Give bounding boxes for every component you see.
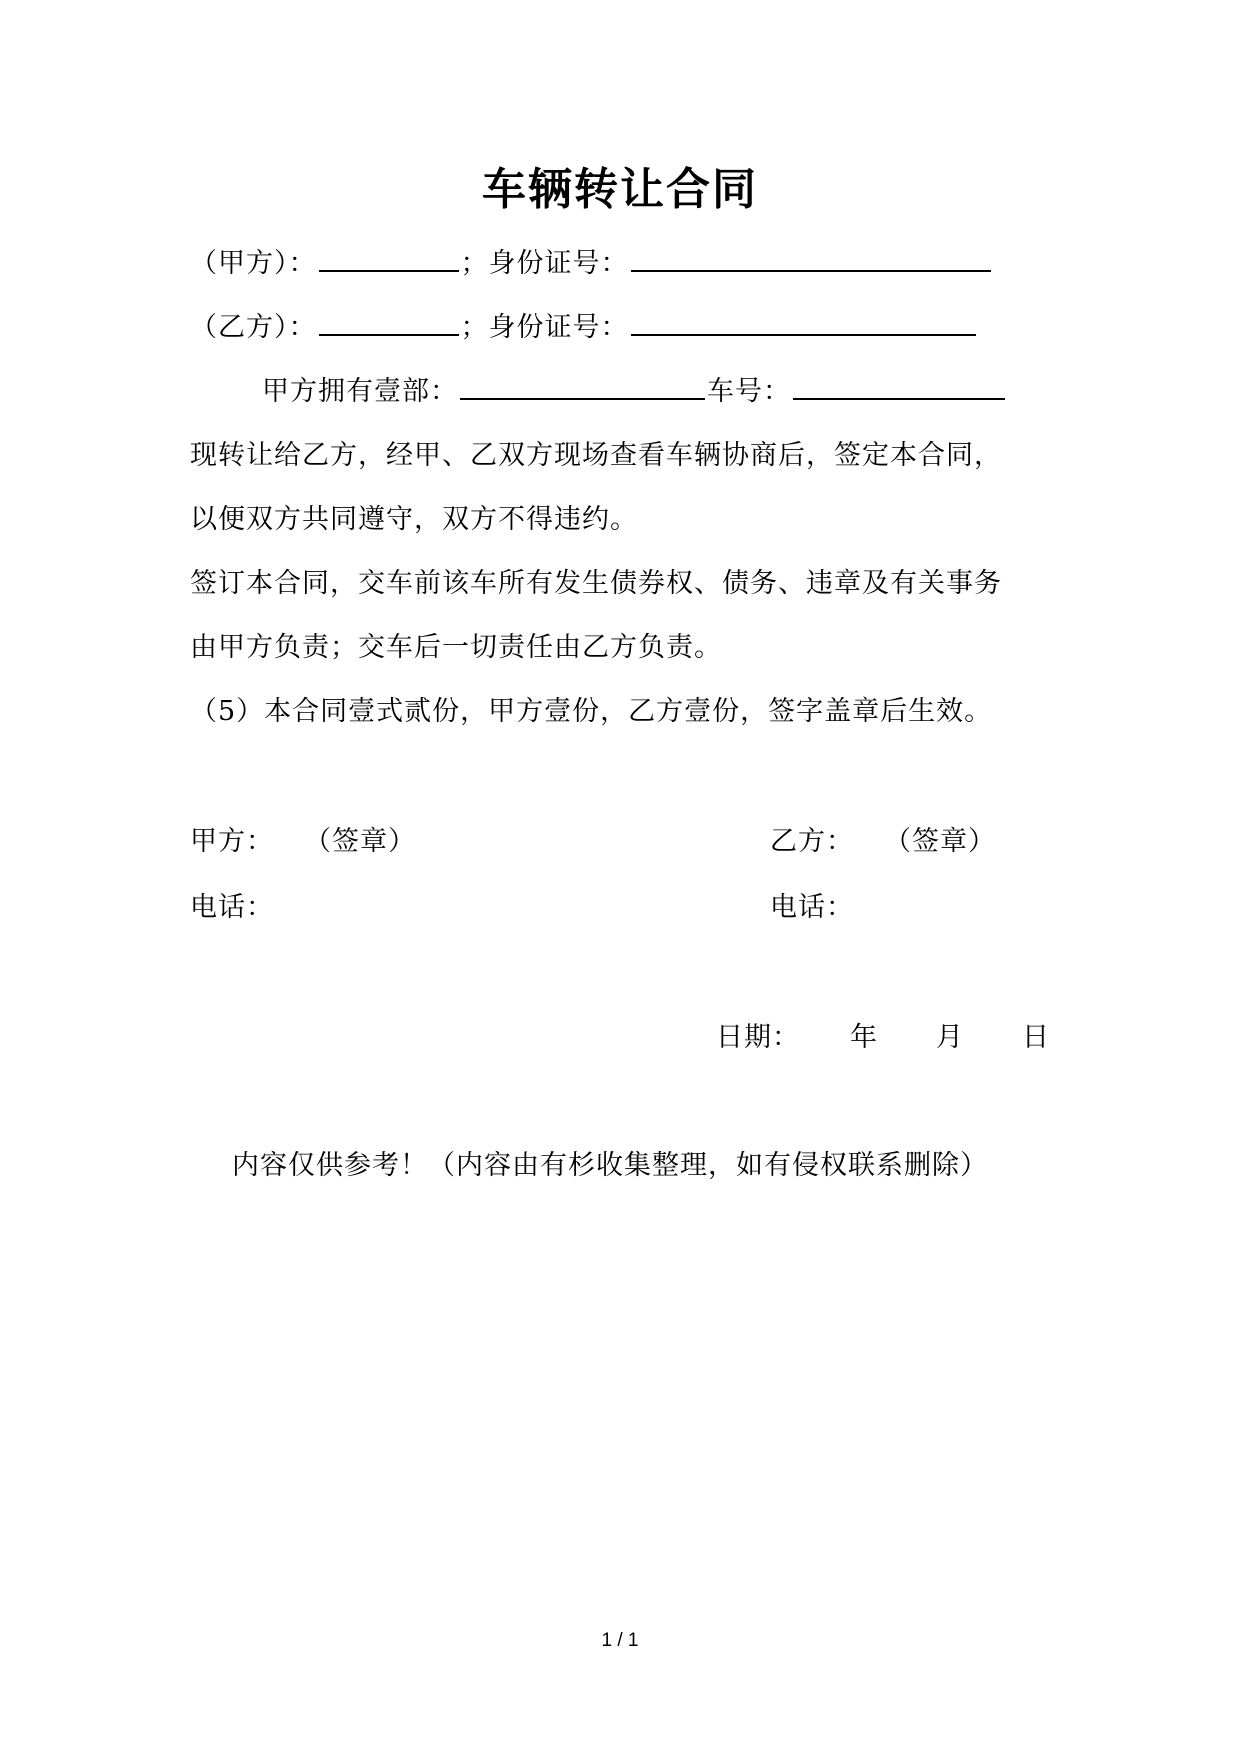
party-b-sign-label: 乙方： xyxy=(770,826,854,857)
date-year: 年 xyxy=(850,1022,878,1053)
party-a-name-blank[interactable] xyxy=(319,244,459,272)
party-b-id-blank[interactable] xyxy=(631,308,976,336)
page-number: 1 / 1 xyxy=(601,1630,639,1651)
paragraph-5: （5）本合同壹式贰份，甲方壹份，乙方壹份，签字盖章后生效。 xyxy=(190,696,993,727)
paragraph-2: 以便双方共同遵守，双方不得违约。 xyxy=(190,504,638,535)
party-b-seal-label: （签章） xyxy=(884,826,996,857)
party-b-name-blank[interactable] xyxy=(319,308,459,336)
vehicle-plate-blank[interactable] xyxy=(793,372,1005,400)
date-label: 日期： xyxy=(716,1022,800,1053)
paragraph-1: 现转让给乙方，经甲、乙双方现场查看车辆协商后，签定本合同， xyxy=(190,440,1002,471)
party-a-seal-label: （签章） xyxy=(304,826,416,857)
document-title: 车辆转让合同 xyxy=(482,164,758,215)
party-a-sign-label: 甲方： xyxy=(190,826,274,857)
party-a-signature xyxy=(190,822,416,862)
vehicle-owns-label: 甲方拥有壹部： xyxy=(262,376,458,407)
party-a-line xyxy=(190,244,993,284)
party-b-label: （乙方）： xyxy=(190,312,317,343)
party-b-id-label: ；身份证号： xyxy=(460,312,629,343)
date-month: 月 xyxy=(936,1022,964,1053)
party-b-signature xyxy=(770,822,996,862)
paragraph-3: 签订本合同，交车前该车所有发生债券权、债务、违章及有关事务 xyxy=(190,568,1002,599)
date-day: 日 xyxy=(1022,1022,1050,1053)
date-line xyxy=(716,1018,1050,1058)
paragraph-4: 由甲方负责；交车后一切责任由乙方负责。 xyxy=(190,632,722,663)
party-b-phone: 电话： xyxy=(770,892,854,923)
vehicle-model-blank[interactable] xyxy=(460,372,705,400)
vehicle-line xyxy=(262,372,1007,412)
vehicle-plate-label: 车号： xyxy=(707,376,791,407)
party-b-line xyxy=(190,308,978,348)
party-a-phone: 电话： xyxy=(190,892,274,923)
party-a-id-blank[interactable] xyxy=(631,244,991,272)
party-a-label: （甲方）： xyxy=(190,248,317,279)
disclaimer: 内容仅供参考！（内容由有杉收集整理，如有侵权联系删除） xyxy=(232,1150,988,1181)
party-a-id-label: ；身份证号： xyxy=(460,248,629,279)
